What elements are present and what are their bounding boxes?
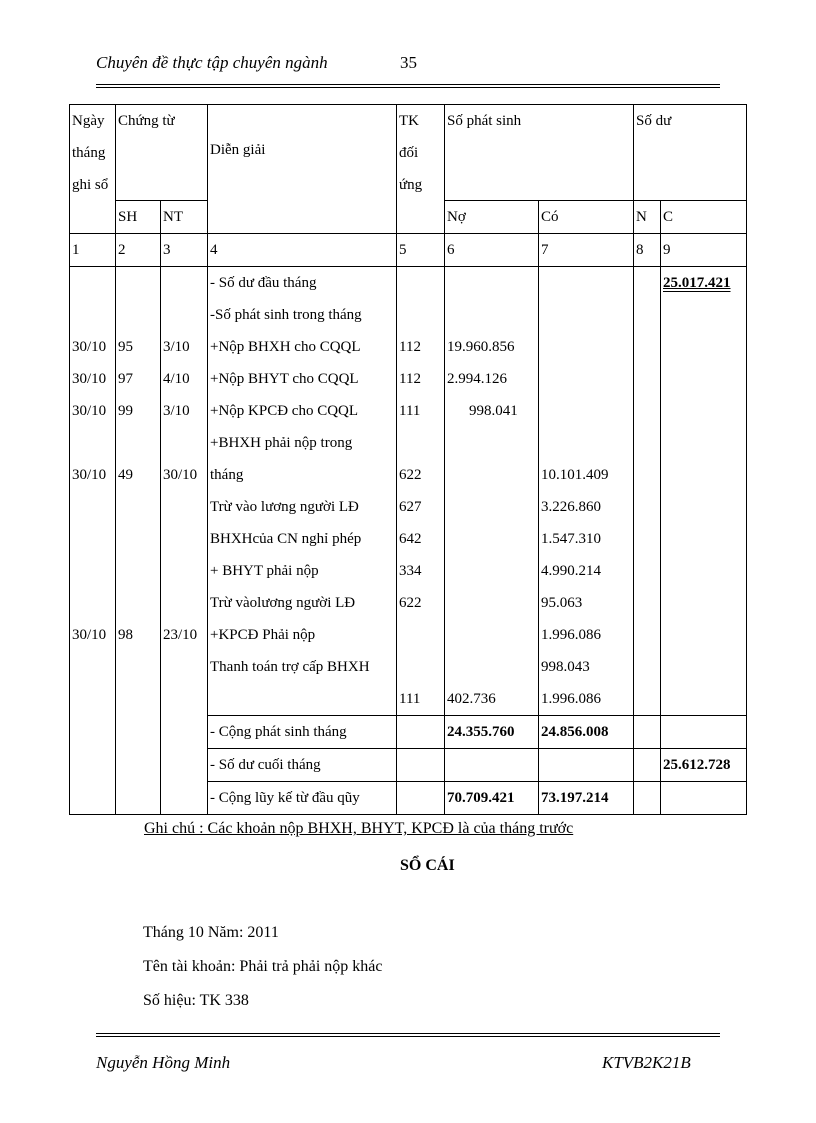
cell-co: 4.990.214 bbox=[539, 555, 634, 587]
table-row bbox=[70, 267, 747, 300]
summary-empty-cell bbox=[116, 782, 161, 815]
cell-no: 19.960.856 bbox=[445, 331, 539, 363]
cell-acct bbox=[397, 267, 445, 300]
cell-n bbox=[634, 523, 661, 555]
cell-n bbox=[634, 267, 661, 300]
colnum: 3 bbox=[161, 234, 208, 267]
cell-n bbox=[634, 555, 661, 587]
cell-no bbox=[445, 299, 539, 331]
cell-desc bbox=[208, 683, 397, 716]
summary-c bbox=[661, 782, 747, 815]
cell-nt: 3/10 bbox=[161, 331, 208, 363]
cell-c bbox=[661, 299, 747, 331]
cell-co: 998.043 bbox=[539, 651, 634, 683]
cell-n bbox=[634, 331, 661, 363]
cell-co bbox=[539, 299, 634, 331]
cell-c bbox=[661, 363, 747, 395]
colnum: 9 bbox=[661, 234, 747, 267]
cell-date bbox=[70, 491, 116, 523]
cell-n bbox=[634, 491, 661, 523]
column-number-row bbox=[70, 234, 747, 267]
summary-row bbox=[70, 716, 747, 749]
cell-c bbox=[661, 683, 747, 716]
cell-no bbox=[445, 619, 539, 651]
cell-n bbox=[634, 363, 661, 395]
colnum: 5 bbox=[397, 234, 445, 267]
summary-no: 70.709.421 bbox=[445, 782, 539, 815]
cell-nt: 30/10 bbox=[161, 459, 208, 491]
cell-no: 2.994.126 bbox=[445, 363, 539, 395]
so-cai-title: SỔ CÁI bbox=[400, 857, 455, 874]
cell-c bbox=[661, 459, 747, 491]
cell-acct bbox=[397, 651, 445, 683]
cell-acct: 111 bbox=[397, 395, 445, 427]
summary-co bbox=[539, 749, 634, 782]
cell-desc: +Nộp BHYT cho CQQL bbox=[208, 363, 397, 395]
cell-co bbox=[539, 395, 634, 427]
cell-date bbox=[70, 523, 116, 555]
cell-desc: - Số dư đầu tháng bbox=[208, 267, 397, 300]
table-row bbox=[70, 331, 747, 363]
table-row bbox=[70, 395, 747, 427]
cell-nt: 23/10 bbox=[161, 619, 208, 651]
colnum: 1 bbox=[70, 234, 116, 267]
cell-n bbox=[634, 683, 661, 716]
cell-c bbox=[661, 331, 747, 363]
summary-empty-cell bbox=[161, 716, 208, 749]
cell-nt: 4/10 bbox=[161, 363, 208, 395]
cell-sh bbox=[116, 587, 161, 619]
header-description: Diễn giải bbox=[208, 105, 397, 234]
account-code-line: Số hiệu: TK 338 bbox=[143, 992, 249, 1009]
cell-sh bbox=[116, 523, 161, 555]
cell-c bbox=[661, 619, 747, 651]
table-row bbox=[70, 523, 747, 555]
header-nt: NT bbox=[161, 201, 208, 234]
cell-date bbox=[70, 299, 116, 331]
cell-sh bbox=[116, 267, 161, 300]
cell-acct bbox=[397, 427, 445, 459]
header-no: Nợ bbox=[445, 201, 539, 234]
cell-sh bbox=[116, 555, 161, 587]
summary-acct bbox=[397, 749, 445, 782]
cell-n bbox=[634, 651, 661, 683]
summary-acct bbox=[397, 782, 445, 815]
header-co: Có bbox=[539, 201, 634, 234]
cell-c bbox=[661, 523, 747, 555]
cell-sh bbox=[116, 299, 161, 331]
summary-n bbox=[634, 716, 661, 749]
summary-acct bbox=[397, 716, 445, 749]
colnum: 7 bbox=[539, 234, 634, 267]
cell-co bbox=[539, 267, 634, 300]
summary-empty-cell bbox=[116, 716, 161, 749]
cell-sh bbox=[116, 651, 161, 683]
cell-c bbox=[661, 491, 747, 523]
cell-desc: +KPCĐ Phải nộp bbox=[208, 619, 397, 651]
cell-desc: tháng bbox=[208, 459, 397, 491]
cell-date bbox=[70, 651, 116, 683]
cell-n bbox=[634, 459, 661, 491]
cell-co: 95.063 bbox=[539, 587, 634, 619]
header-rule bbox=[96, 84, 720, 88]
cell-acct: 642 bbox=[397, 523, 445, 555]
summary-desc: - Cộng phát sinh tháng bbox=[208, 716, 397, 749]
account-name-line: Tên tài khoản: Phải trả phải nộp khác bbox=[143, 958, 383, 975]
cell-date bbox=[70, 683, 116, 716]
summary-no bbox=[445, 749, 539, 782]
cell-acct: 334 bbox=[397, 555, 445, 587]
cell-n bbox=[634, 619, 661, 651]
table-row bbox=[70, 363, 747, 395]
cell-acct bbox=[397, 299, 445, 331]
cell-no bbox=[445, 651, 539, 683]
cell-sh: 98 bbox=[116, 619, 161, 651]
cell-no: 402.736 bbox=[445, 683, 539, 716]
table-row bbox=[70, 587, 747, 619]
summary-n bbox=[634, 782, 661, 815]
header-voucher: Chứng từ bbox=[116, 105, 208, 201]
cell-no bbox=[445, 427, 539, 459]
cell-sh: 99 bbox=[116, 395, 161, 427]
summary-empty-cell bbox=[70, 716, 116, 749]
colnum: 4 bbox=[208, 234, 397, 267]
cell-desc: +Nộp BHXH cho CQQL bbox=[208, 331, 397, 363]
summary-c: 25.612.728 bbox=[661, 749, 747, 782]
cell-nt bbox=[161, 651, 208, 683]
cell-date bbox=[70, 555, 116, 587]
summary-empty-cell bbox=[70, 749, 116, 782]
cell-desc: -Số phát sinh trong tháng bbox=[208, 299, 397, 331]
cell-nt bbox=[161, 523, 208, 555]
cell-nt bbox=[161, 267, 208, 300]
header-sh: SH bbox=[116, 201, 161, 234]
ledger-table bbox=[69, 104, 747, 815]
cell-date bbox=[70, 587, 116, 619]
cell-no bbox=[445, 267, 539, 300]
summary-c bbox=[661, 716, 747, 749]
table-row bbox=[70, 459, 747, 491]
summary-row bbox=[70, 782, 747, 815]
cell-nt bbox=[161, 587, 208, 619]
cell-nt: 3/10 bbox=[161, 395, 208, 427]
cell-desc: BHXHcủa CN nghỉ phép bbox=[208, 523, 397, 555]
summary-co: 24.856.008 bbox=[539, 716, 634, 749]
cell-sh: 97 bbox=[116, 363, 161, 395]
cell-c: 25.017.421 bbox=[661, 267, 747, 300]
summary-no: 24.355.760 bbox=[445, 716, 539, 749]
colnum: 6 bbox=[445, 234, 539, 267]
cell-c bbox=[661, 395, 747, 427]
header-amount: Số phát sinh bbox=[445, 105, 634, 201]
footer-rule bbox=[96, 1033, 720, 1037]
cell-no bbox=[445, 555, 539, 587]
table-row bbox=[70, 299, 747, 331]
cell-n bbox=[634, 587, 661, 619]
cell-date: 30/10 bbox=[70, 395, 116, 427]
page-header-title: Chuyên đề thực tập chuyên ngành bbox=[96, 53, 328, 72]
cell-desc: + BHYT phải nộp bbox=[208, 555, 397, 587]
summary-empty-cell bbox=[116, 749, 161, 782]
cell-n bbox=[634, 395, 661, 427]
cell-nt bbox=[161, 299, 208, 331]
cell-c bbox=[661, 651, 747, 683]
cell-acct bbox=[397, 619, 445, 651]
table-row bbox=[70, 651, 747, 683]
cell-acct: 622 bbox=[397, 459, 445, 491]
cell-co bbox=[539, 331, 634, 363]
cell-acct: 112 bbox=[397, 363, 445, 395]
cell-c bbox=[661, 587, 747, 619]
cell-no bbox=[445, 491, 539, 523]
table-row bbox=[70, 491, 747, 523]
ledger-summary bbox=[70, 716, 747, 815]
cell-date: 30/10 bbox=[70, 363, 116, 395]
footer-author: Nguyễn Hồng Minh bbox=[96, 1053, 231, 1072]
cell-sh bbox=[116, 427, 161, 459]
footnote: Ghi chú : Các khoản nộp BHXH, BHYT, KPCĐ là của tháng trước bbox=[144, 820, 574, 837]
cell-date: 30/10 bbox=[70, 459, 116, 491]
cell-sh bbox=[116, 683, 161, 716]
header-account: TK đối ứng bbox=[397, 105, 445, 234]
cell-desc: +Nộp KPCĐ cho CQQL bbox=[208, 395, 397, 427]
cell-nt bbox=[161, 491, 208, 523]
header-n: N bbox=[634, 201, 661, 234]
cell-desc: +BHXH phải nộp trong bbox=[208, 427, 397, 459]
cell-desc: Thanh toán trợ cấp BHXH bbox=[208, 651, 397, 683]
cell-co: 1.996.086 bbox=[539, 683, 634, 716]
summary-desc: - Số dư cuối tháng bbox=[208, 749, 397, 782]
ledger-body bbox=[70, 267, 747, 716]
summary-empty-cell bbox=[161, 782, 208, 815]
footer-class-code: KTVB2K21B bbox=[602, 1053, 691, 1072]
cell-n bbox=[634, 427, 661, 459]
table-row bbox=[70, 683, 747, 716]
cell-nt bbox=[161, 555, 208, 587]
page-number: 35 bbox=[400, 53, 417, 72]
cell-sh bbox=[116, 491, 161, 523]
cell-no bbox=[445, 459, 539, 491]
header-c: C bbox=[661, 201, 747, 234]
table-row bbox=[70, 555, 747, 587]
cell-c bbox=[661, 427, 747, 459]
summary-row bbox=[70, 749, 747, 782]
cell-no: 998.041 bbox=[445, 395, 539, 427]
summary-empty-cell bbox=[161, 749, 208, 782]
cell-nt bbox=[161, 427, 208, 459]
cell-c bbox=[661, 555, 747, 587]
cell-date bbox=[70, 267, 116, 300]
cell-nt bbox=[161, 683, 208, 716]
table-row bbox=[70, 619, 747, 651]
cell-sh: 95 bbox=[116, 331, 161, 363]
cell-desc: Trừ vào lương người LĐ bbox=[208, 491, 397, 523]
summary-n bbox=[634, 749, 661, 782]
cell-co: 1.547.310 bbox=[539, 523, 634, 555]
summary-empty-cell bbox=[70, 782, 116, 815]
table-row bbox=[70, 427, 747, 459]
cell-acct: 112 bbox=[397, 331, 445, 363]
cell-co: 3.226.860 bbox=[539, 491, 634, 523]
summary-desc: - Cộng lũy kế từ đầu qũy bbox=[208, 782, 397, 815]
cell-co: 1.996.086 bbox=[539, 619, 634, 651]
cell-co: 10.101.409 bbox=[539, 459, 634, 491]
cell-n bbox=[634, 299, 661, 331]
cell-date: 30/10 bbox=[70, 331, 116, 363]
cell-no bbox=[445, 523, 539, 555]
colnum: 2 bbox=[116, 234, 161, 267]
header-date: Ngày tháng ghi sổ bbox=[70, 105, 116, 234]
cell-co bbox=[539, 427, 634, 459]
cell-acct: 622 bbox=[397, 587, 445, 619]
summary-co: 73.197.214 bbox=[539, 782, 634, 815]
cell-date bbox=[70, 427, 116, 459]
month-line: Tháng 10 Năm: 2011 bbox=[143, 924, 279, 941]
cell-no bbox=[445, 587, 539, 619]
cell-co bbox=[539, 363, 634, 395]
cell-desc: Trừ vàolương người LĐ bbox=[208, 587, 397, 619]
colnum: 8 bbox=[634, 234, 661, 267]
header-balance: Số dư bbox=[634, 105, 747, 201]
cell-acct: 111 bbox=[397, 683, 445, 716]
cell-date: 30/10 bbox=[70, 619, 116, 651]
cell-sh: 49 bbox=[116, 459, 161, 491]
cell-acct: 627 bbox=[397, 491, 445, 523]
